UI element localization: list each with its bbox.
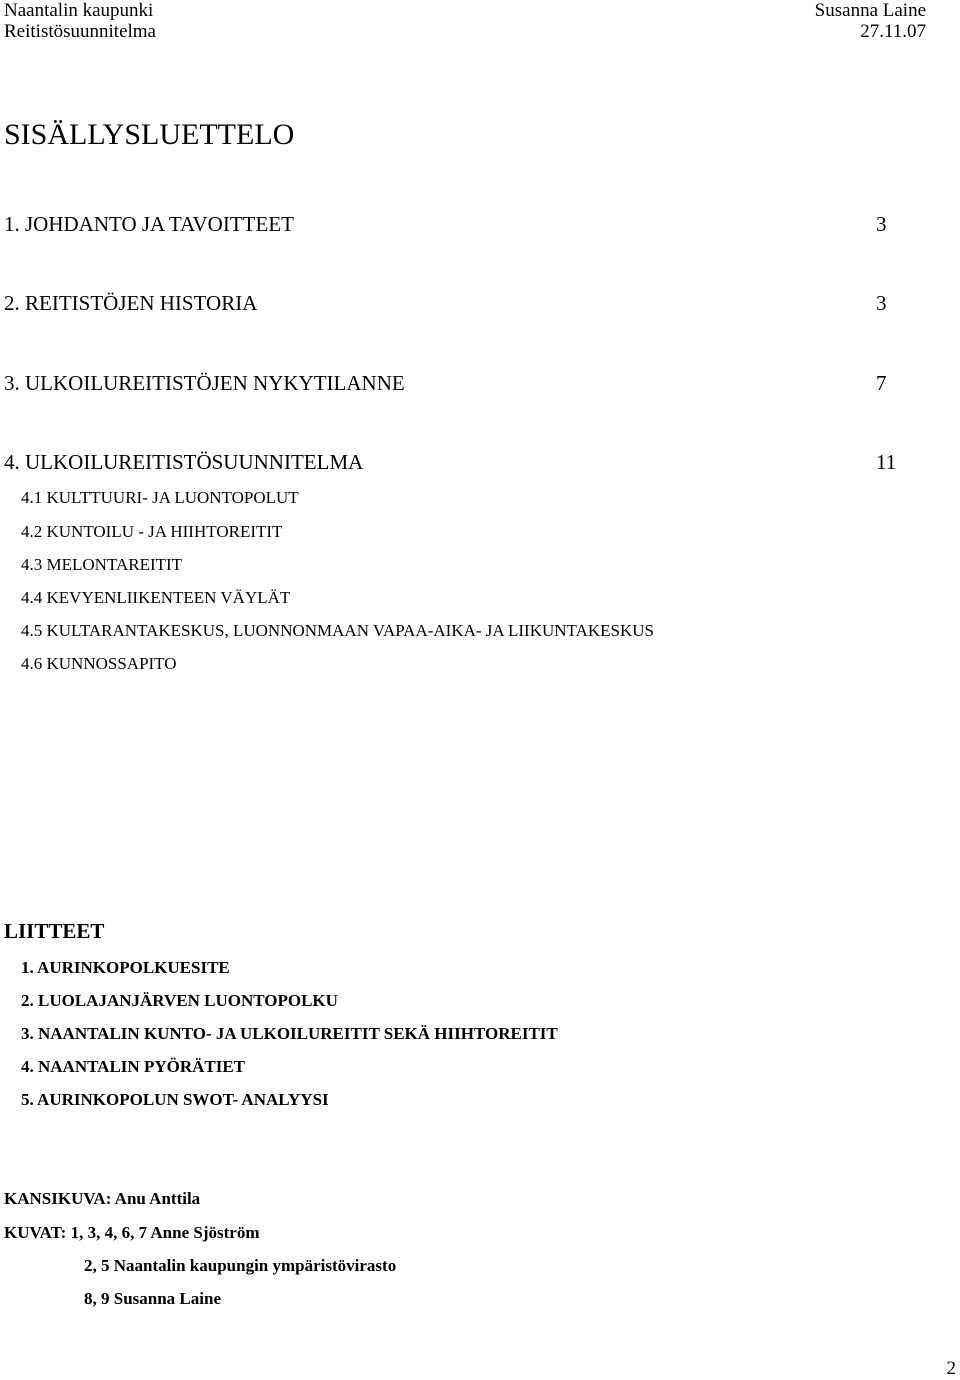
appendix-item-1: 1. AURINKOPOLKUESITE [21, 958, 230, 977]
toc-entry-4-page: 11 [876, 450, 897, 474]
toc-subentry-4-3: 4.3 MELONTAREITIT [21, 555, 183, 574]
toc-entry-2-page: 3 [876, 291, 887, 315]
toc-entry-3-label: 3. ULKOILUREITISTÖJEN NYKYTILANNE [4, 371, 405, 395]
cover-photo-credit: KANSIKUVA: Anu Anttila [4, 1189, 201, 1208]
photo-credit-line-2: 2, 5 Naantalin kaupungin ympäristövirasto [84, 1256, 397, 1275]
photo-credit-line-3: 8, 9 Susanna Laine [84, 1289, 221, 1308]
appendix-item-3: 3. NAANTALIN KUNTO- JA ULKOILUREITIT SEKÄ HIIHTOREITIT [21, 1024, 558, 1043]
toc-subentry-4-6: 4.6 KUNNOSSAPITO [21, 654, 177, 673]
toc-entry-4-label: 4. ULKOILUREITISTÖSUUNNITELMA [4, 450, 364, 474]
toc-subentry-4-1: 4.1 KULTTUURI- JA LUONTOPOLUT [21, 488, 299, 507]
page-number: 2 [946, 1358, 956, 1379]
toc-subentry-4-2: 4.2 KUNTOILU - JA HIIHTOREITIT [21, 522, 283, 541]
toc-entry-1-page: 3 [876, 212, 887, 236]
appendix-item-4: 4. NAANTALIN PYÖRÄTIET [21, 1057, 246, 1076]
appendix-item-2: 2. LUOLAJANJÄRVEN LUONTOPOLKU [21, 991, 338, 1010]
toc-title: SISÄLLYSLUETTELO [4, 118, 295, 151]
toc-entry-2-label: 2. REITISTÖJEN HISTORIA [4, 291, 258, 315]
toc-subentry-4-5: 4.5 KULTARANTAKESKUS, LUONNONMAAN VAPAA-AIKA- JA LIIKUNTAKESKUS [21, 621, 654, 640]
toc-subentry-4-4: 4.4 KEVYENLIIKENTEEN VÄYLÄT [21, 588, 291, 607]
header-date: 27.11.07 [860, 21, 926, 42]
appendix-item-5: 5. AURINKOPOLUN SWOT- ANALYYSI [21, 1090, 329, 1109]
header-document-title: Reitistösuunnitelma [4, 21, 156, 42]
photo-credit-line-1: KUVAT: 1, 3, 4, 6, 7 Anne Sjöström [4, 1223, 260, 1242]
header-author: Susanna Laine [814, 0, 926, 21]
toc-entry-3-page: 7 [876, 371, 887, 395]
header-organization: Naantalin kaupunki [4, 0, 154, 21]
appendices-title: LIITTEET [4, 919, 105, 943]
toc-entry-1-label: 1. JOHDANTO JA TAVOITTEET [4, 212, 294, 236]
